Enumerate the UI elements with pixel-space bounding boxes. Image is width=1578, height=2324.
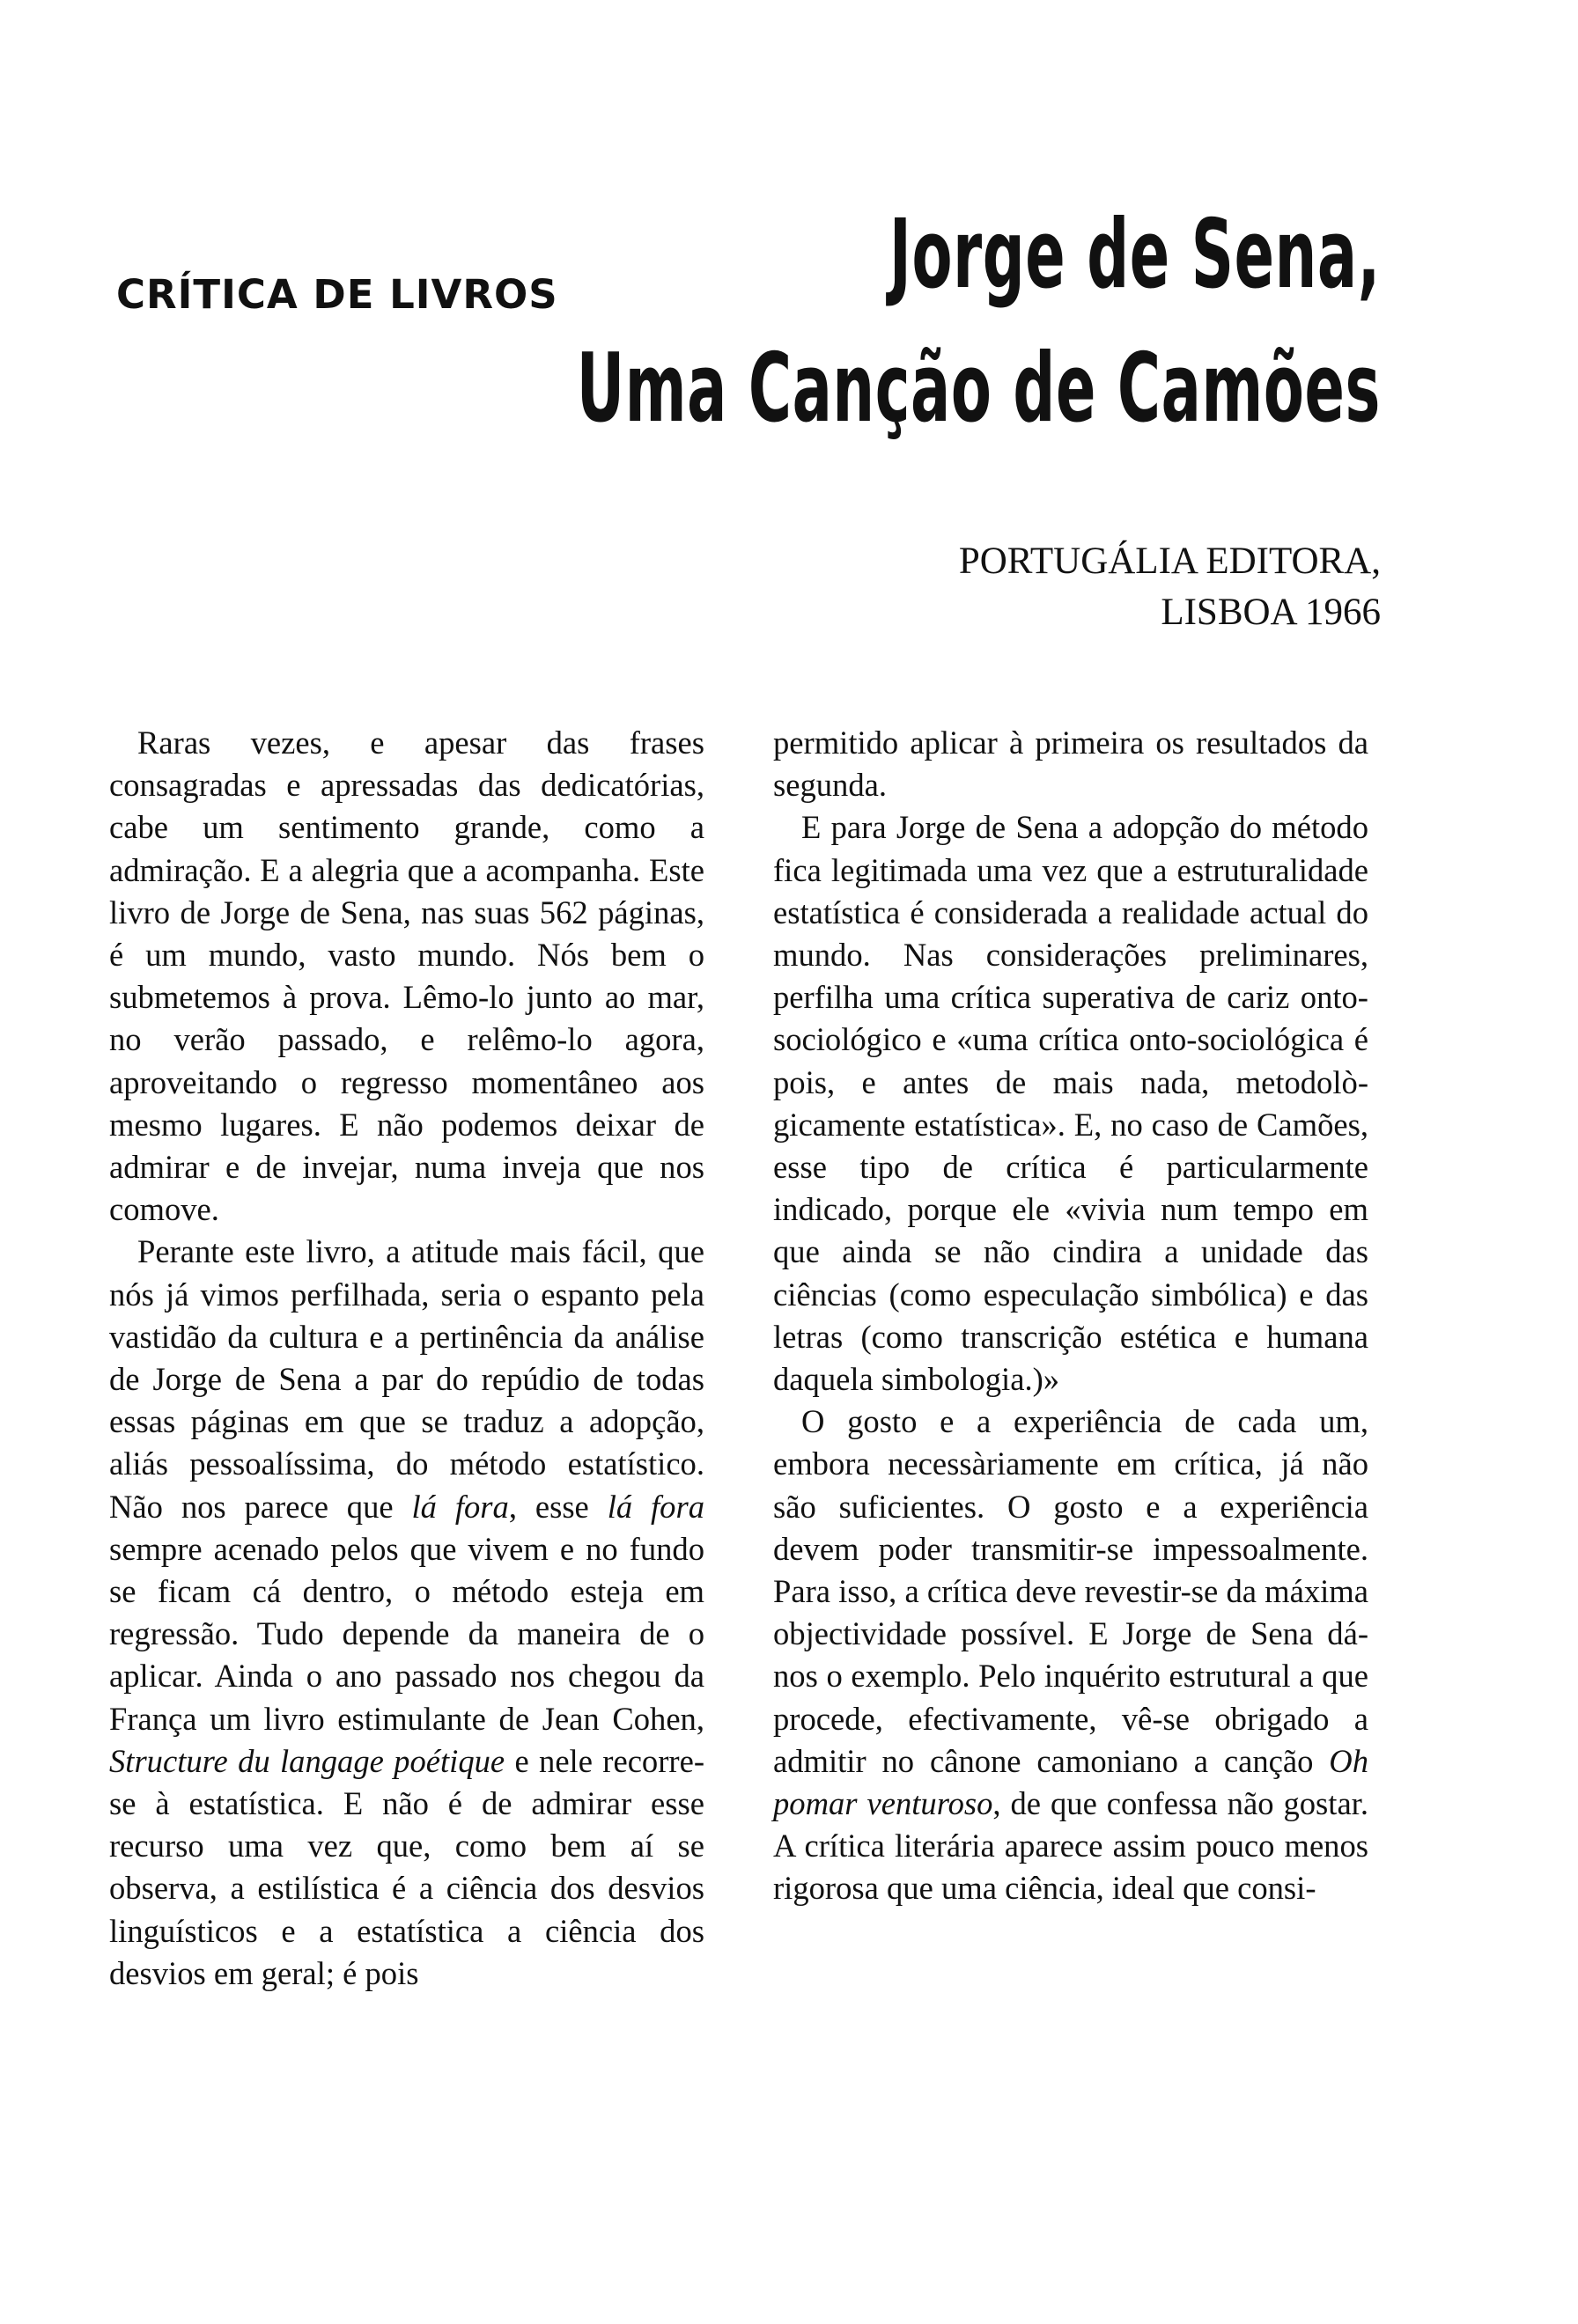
italic-phrase: lá fora [411, 1488, 509, 1525]
paragraph [109, 1231, 704, 1995]
publisher-name: PORTUGÁLIA EDITORA, [958, 541, 1381, 582]
italic-phrase: lá fora [607, 1488, 704, 1525]
left-column [109, 722, 704, 1995]
paragraph-text: Perante este livro, a atitude mais fácil, que nós já vimos perfilhada, seria o espanto pela vastidão da cultura e a pertinência da análise de Jorge de Sena a par do repúdio de todas essas páginas em que se traduz a adopção, aliás pessoalíssima, do método estatístico. Não nos parece que [109, 1233, 704, 1525]
paragraph-continuation: permitido aplicar à primeira os resultados da segunda. [773, 724, 1368, 804]
book-title-line-2: Uma Canção de Camões [576, 334, 1381, 444]
paragraph-text: e nele recorre-se à estatística. E não é de admirar esse recurso uma vez que, como bem aí se observa, a estilística é a ciência dos desvios linguísticos e a estatística a ciência dos desvios em geral; é pois [109, 1742, 704, 1991]
book-title-line-1: Jorge de Sena, [889, 200, 1381, 310]
poem-title-citation: Oh pomar venturoso [773, 1742, 1368, 1822]
section-label: CRÍTICA DE LIVROS [116, 271, 558, 318]
paragraph-text: , de que confessa não gostar. A crítica literária aparece assim pouco menos rigorosa que uma ciência, ideal que consi- [773, 1785, 1368, 1907]
paragraph: E para Jorge de Sena a adopção do método fica legitimada uma vez que a estruturalidade estatística é considerada a realidade actual do mundo. Nas considerações preliminares, perfilha uma crítica superativa de cariz onto-sociológico e «uma crítica onto-sociológica é pois, e antes de mais nada, metodològicamente estatística». E, no caso de Camões, esse tipo de crítica é particularmente indicado, porque ele «vivia num tempo em que ainda se não cindira a unidade das ciências (como especulação simbólica) e das letras (como transcrição estética e humana daquela simbologia.)» [773, 809, 1368, 1398]
paragraph-text: , esse [508, 1488, 608, 1525]
book-title-citation: Structure du langage poétique [109, 1742, 505, 1779]
publisher-place-year: LISBOA 1966 [1161, 592, 1381, 633]
right-column [773, 722, 1368, 1910]
paragraph-text: sempre acenado pelos que vivem e no fundo se ficam cá dentro, o método esteja em regressão. Tudo depende da maneira de o aplicar. Ainda o ano passado nos chegou da França um livro estimulante de Jean Cohen, [109, 1530, 704, 1737]
paragraph [773, 1401, 1368, 1909]
paragraph: Raras vezes, e apesar das frases consagradas e apressadas das dedicatórias, cabe um sentimento grande, como a admiração. E a alegria que a acompanha. Este livro de Jorge de Sena, nas suas 562 páginas, é um mundo, vasto mundo. Nós bem o submetemos à prova. Lêmo-lo junto ao mar, no verão passado, e relêmo-lo agora, aproveitando o regresso momentâneo aos mesmo lugares. E não podemos deixar de admirar e de invejar, numa inveja que nos comove. [109, 724, 704, 1228]
paragraph-text: O gosto e a experiência de cada um, embora necessàriamente em crítica, já não são suficientes. O gosto e a experiência devem poder transmitir-se impessoalmente. Para isso, a crítica deve revestir-se da máxima objectividade possível. E Jorge de Sena dá-nos o exemplo. Pelo inquérito estrutural a que procede, efectivamente, vê-se obrigado a admitir no cânone camoniano a canção [773, 1403, 1368, 1779]
